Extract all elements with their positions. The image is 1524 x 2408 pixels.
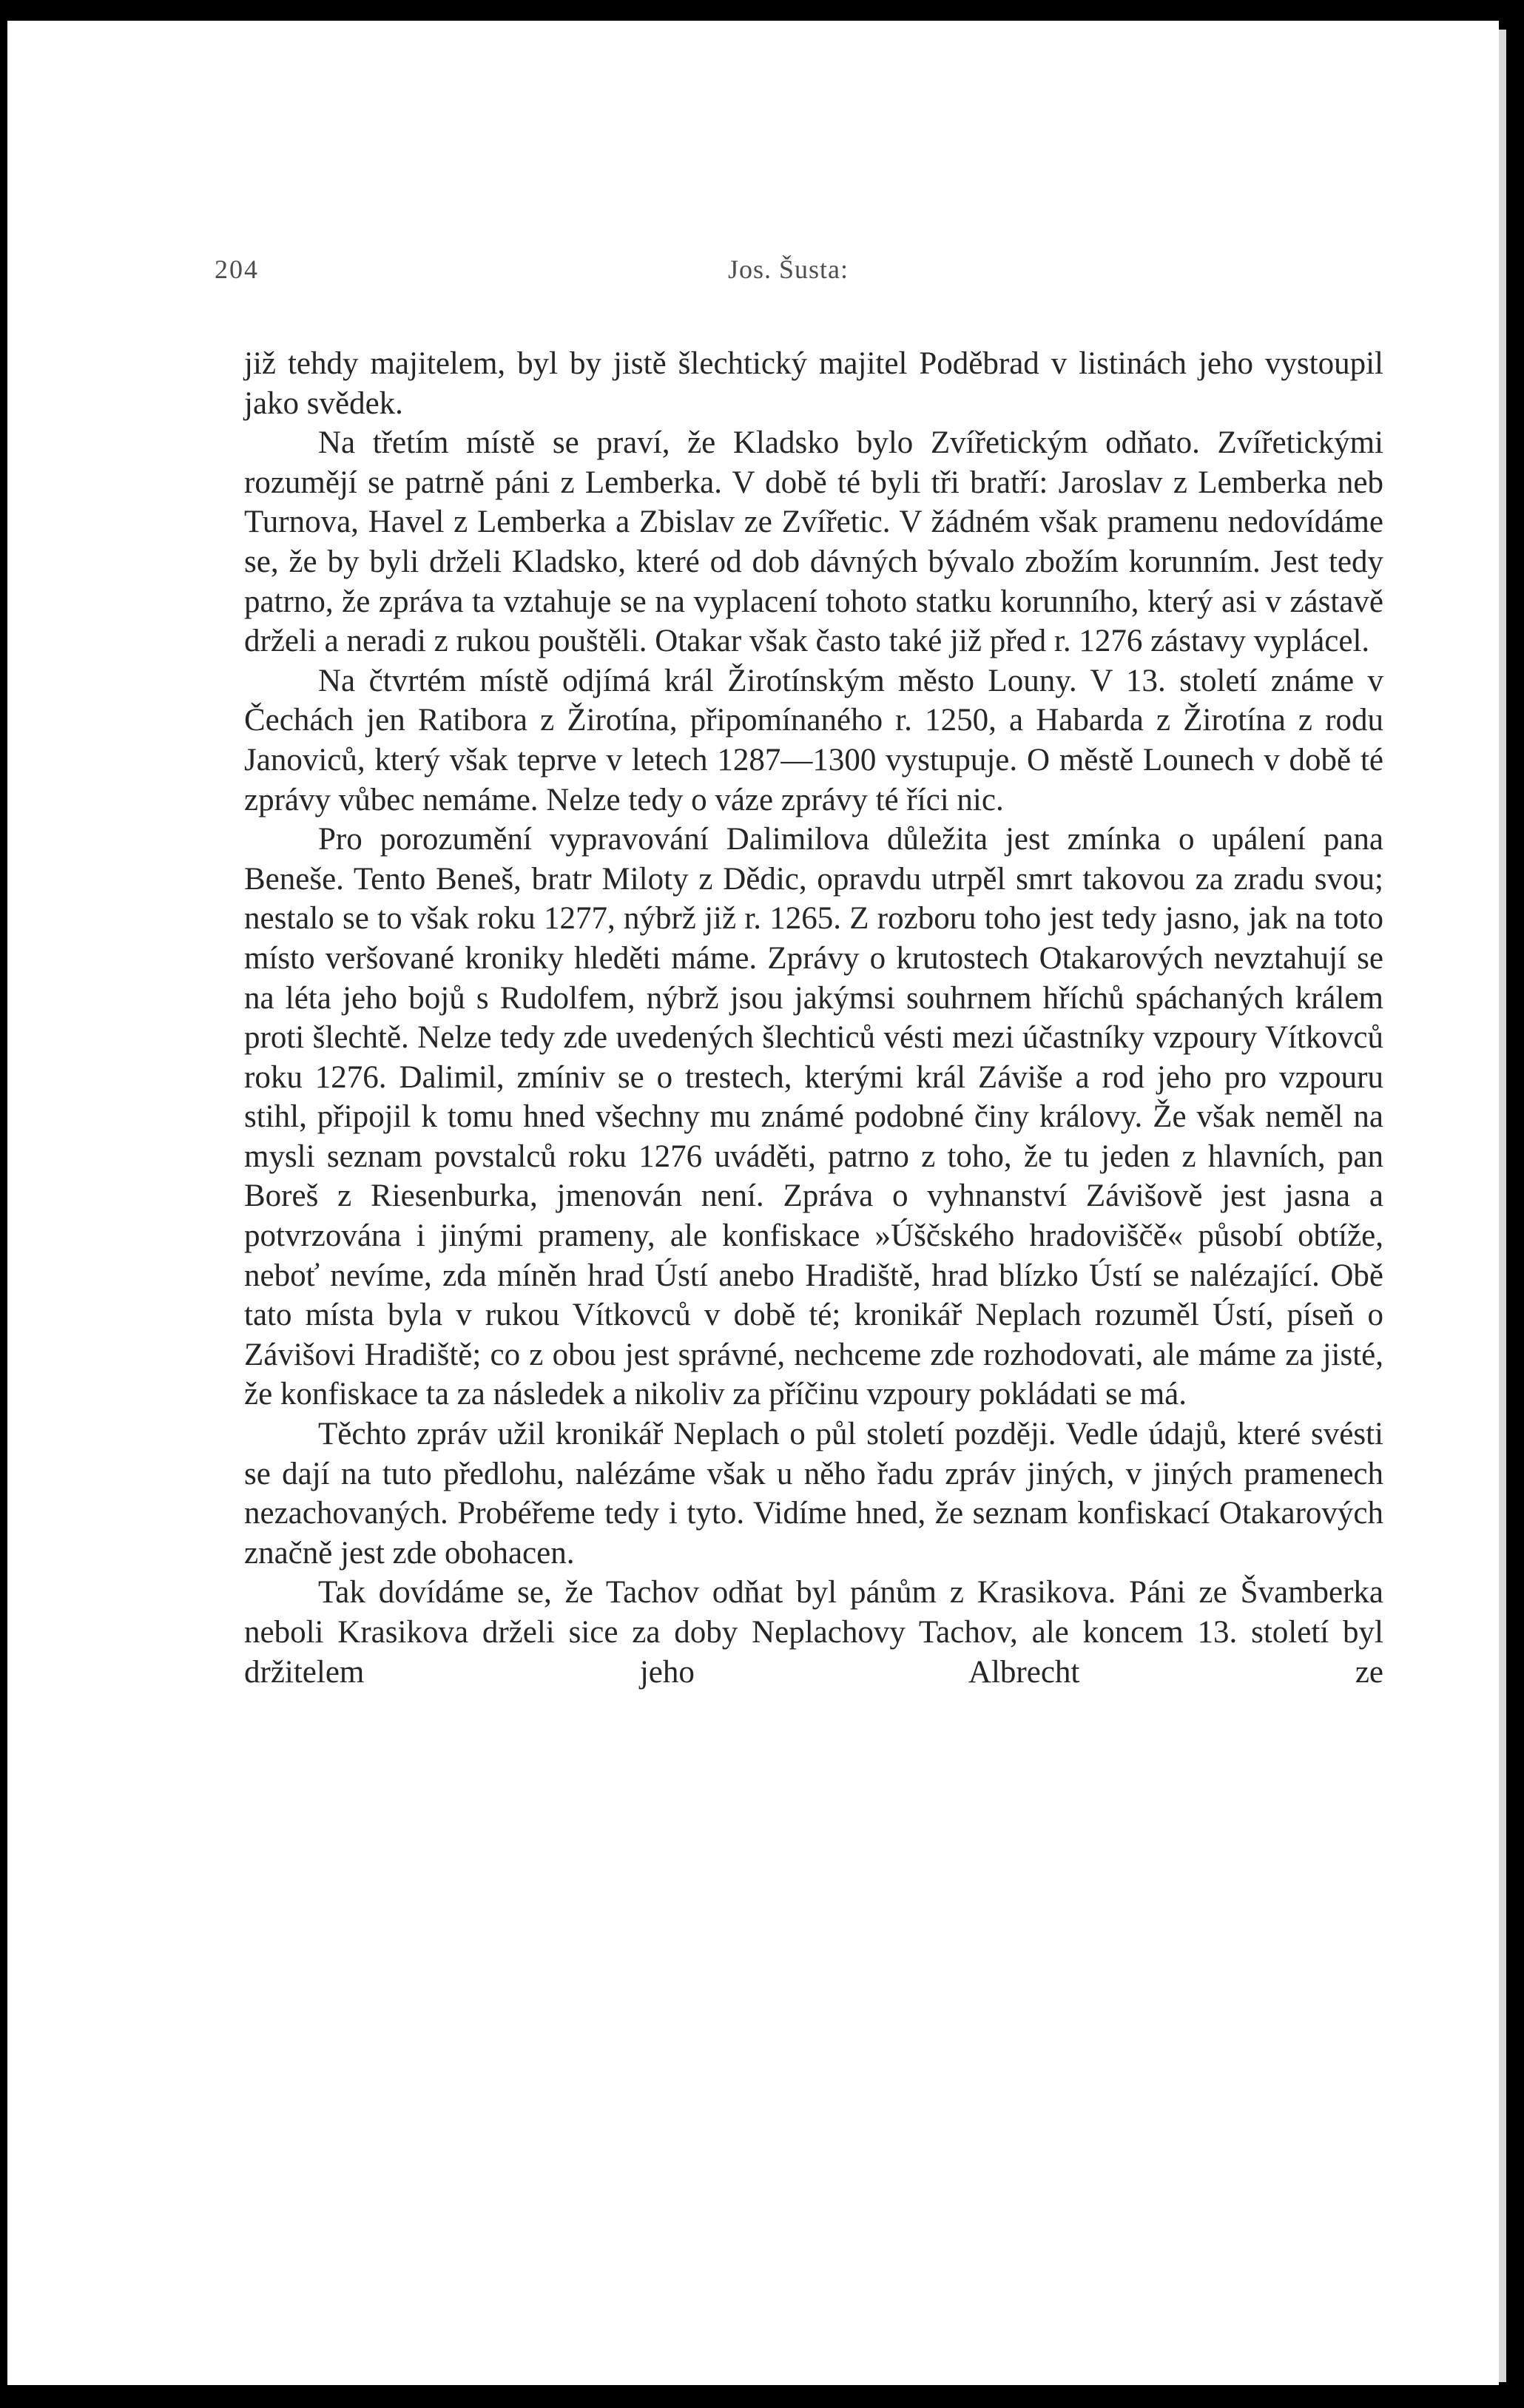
page-edge — [1499, 30, 1506, 2382]
running-head: Jos. Šusta: — [728, 254, 849, 284]
paragraph-kladsko: Na třetím místě se praví, že Kladsko bylo Zvířetickým odňato. Zvířetickými rozumějí se patrně páni z Lemberka. V době té byli tři bratří: Jaroslav z Lemberka neb Turnova, Havel z Lemberka a Zbislav ze Zvířetic. V žádném však pramenu nedovídáme se, že by byli drželi Kladsko, které od dob dávných bývalo zbožím korunním. Jest tedy patrno, že zpráva ta vztahuje se na vyplacení tohoto statku korunního, který asi v zástavě drželi a neradi z rukou pouštěli. Otakar však často také již před r. 1276 zástavy vyplácel. — [244, 425, 1383, 659]
paragraph-neplach: Těchto zpráv užil kronikář Neplach o půl století později. Vedle údajů, které svésti se dají na tuto předlohu, nalézáme však u něho řadu zpráv jiných, v jiných pramenech nezachovaných. Probéřeme tedy i tyto. Vidíme hned, že seznam konfiskací Otakarových značně jest zde obohacen. — [244, 1417, 1383, 1571]
paragraph-dalimil: Pro porozumění vypravování Dalimilova důležita jest zmínka o upálení pana Beneše. Tento Beneš, bratr Miloty z Dědic, opravdu utrpěl smrt takovou za zradu svou; nestalo se to však roku 1277, nýbrž již r. 1265. Z rozboru toho jest tedy jasno, jak na toto místo veršované kroniky hleděti máme. Zprávy o krutostech Otakarových nevztahují se na léta jeho bojů s Rudolfem, nýbrž jsou jakýmsi souhrnem hříchů spáchaných králem proti šlechtě. Nelze tedy zde uvedených šlechticů vésti mezi účastníky vzpoury Vítkovců roku 1276. Dalimil, zmíniv se o trestech, kterými král Záviše a rod jeho pro vzpouru stihl, připojil k tomu hned všechny mu známé podobné činy královy. Že však neměl na mysli seznam povstalců roku 1276 uváděti, patrno z toho, že tu jeden z hlavních, pan Boreš z Riesenburka, jmenován není. Zpráva o vyhnanství Závišově jest jasna a potvrzována i jinými prameny, ale konfiskace »Úščského hradoviščě« působí obtíže, neboť nevíme, zda míněn hrad Ústí anebo Hradiště, hrad blízko Ústí se nalézající. Obě tato místa byla v rukou Vítkovců v době té; kronikář Neplach rozuměl Ústí, píseň o Závišovi Hradiště; co z obou jest správné, nechceme zde rozhodovati, ale máme za jisté, že konfiskace ta za následek a nikoliv za příčinu vzpoury pokládati se má. — [244, 822, 1383, 1412]
paragraph-tachov: Tak dovídáme se, že Tachov odňat byl pánům z Krasikova. Páni ze Švamberka neboli Krasikova drželi sice za doby Neplachovy Tachov, ale koncem 13. století byl držitelem jeho Albrecht ze — [244, 1575, 1383, 1690]
paragraph-continuation: již tehdy majitelem, byl by jistě šlechtický majitel Poděbrad v listinách jeho vystoupil jako svědek. — [244, 346, 1383, 421]
page-number: 204 — [215, 254, 259, 284]
paragraph-louny: Na čtvrtém místě odjímá král Žirotínským město Louny. V 13. století známe v Čechách jen Ratibora z Žirotína, připomínaného r. 1250, a Habarda z Žirotína z rodu Janoviců, který však teprve v letech 1287—1300 vystupuje. O městě Lounech v době té zprávy vůbec nemáme. Nelze tedy o váze zprávy té říci nic. — [244, 663, 1383, 817]
body-text — [244, 344, 1383, 1692]
page-header — [7, 254, 1499, 291]
book-page — [7, 21, 1499, 2385]
